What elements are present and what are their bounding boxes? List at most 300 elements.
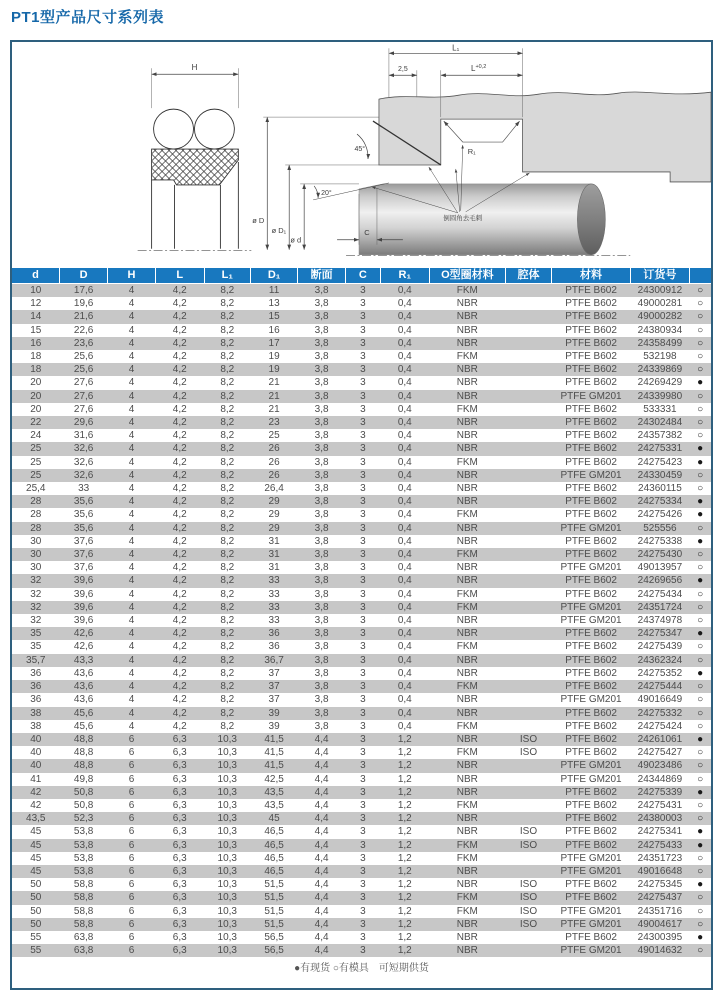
table-cell [505,416,551,429]
table-cell: 12 [30,298,42,310]
table-cell: 36 [30,667,42,679]
table-cell: PTFE B602 [565,641,617,653]
table-cell: 6,3 [172,799,187,811]
table-cell: 4 [128,641,135,653]
table-cell: 24261061 [637,733,683,745]
table-cell: 6,3 [172,747,187,759]
table-cell: ISO [519,892,538,904]
table-cell: 3,8 [314,707,329,719]
table-cell: 43,3 [73,654,94,666]
table-cell: 53,8 [73,865,94,877]
table-row [12,588,711,601]
table-cell: 63,8 [73,931,94,943]
table-cell: 8,2 [220,641,235,653]
seal-cross-section [138,63,379,250]
table-row [12,495,711,508]
table-cell: 4 [128,403,135,415]
table-cell: 3 [360,813,366,825]
table-cell: 45 [268,813,280,825]
column-header: L [155,268,204,284]
table-cell: 45 [30,826,42,838]
seal-installation-diagram [12,42,715,268]
table-cell: 4,4 [314,773,329,785]
table-row [12,746,711,759]
table-cell: 3,8 [314,403,329,415]
table-cell: 22,6 [73,324,94,336]
table-cell: 43,6 [73,681,94,693]
page-title: PT1型产品尺寸系列表 [11,9,165,26]
table-cell: NBR [456,496,478,508]
table-cell: 25,6 [73,351,94,363]
table-cell: 52,3 [73,813,94,825]
table-cell: PTFE B602 [565,298,617,310]
table-cell: 4 [128,575,135,587]
table-cell: 49004617 [637,918,683,930]
table-cell: 1,2 [397,931,412,943]
table-cell [505,442,551,455]
table-cell: PTFE GM201 [560,615,622,627]
table-cell [505,944,551,957]
table-cell: 1,2 [397,865,412,877]
table-cell: 24330459 [637,469,683,481]
table-row [12,865,711,878]
table-cell: 8,2 [220,403,235,415]
table-cell: 3 [360,628,366,640]
table-cell: 3 [360,733,366,745]
table-cell: 0,4 [397,496,412,508]
table-row [12,799,711,812]
table-cell: 37 [268,667,280,679]
table-cell: 4,4 [314,826,329,838]
table-cell: 51,5 [264,892,284,904]
table-cell: 3,8 [314,628,329,640]
table-cell: 24275334 [637,496,683,508]
table-cell: 6 [128,733,135,745]
table-cell: 6 [128,813,135,825]
column-header: D [60,268,108,284]
angle-45-label: 45° [354,146,365,154]
table-cell: 8,2 [220,496,235,508]
table-cell: 8,2 [220,615,235,627]
table-cell: 8,2 [220,588,235,600]
table-cell: 8,2 [220,377,235,389]
availability-cell: ○ [697,285,704,296]
table-cell: 4 [128,615,135,627]
table-cell: 4,2 [172,483,187,495]
table-cell: 532198 [643,351,677,363]
availability-cell: ○ [697,588,704,600]
table-cell: 36 [30,694,42,706]
availability-cell: ○ [697,601,704,613]
table-cell: 4,2 [172,390,187,402]
table-cell: 6,3 [172,918,187,930]
availability-cell: ○ [697,351,704,363]
column-header: 腔体 [505,268,551,284]
table-header-row [12,268,711,284]
table-cell: 39 [268,707,280,719]
table-cell: 4 [128,667,135,679]
table-cell: 0,4 [397,443,412,455]
table-cell: 4,2 [172,496,187,508]
table-cell: 6 [128,931,135,943]
table-cell: 24351724 [637,601,683,613]
table-cell: 43,5 [26,813,46,825]
table-cell: PTFE GM201 [560,773,622,785]
table-cell: 0,4 [397,522,412,534]
content-frame [10,40,713,990]
table-cell: 4,2 [172,615,187,627]
table-cell: 4 [128,707,135,719]
table-cell: PTFE B602 [565,839,617,851]
table-cell [505,720,551,733]
table-cell: PTFE B602 [565,324,617,336]
table-cell: 25,4 [26,483,46,495]
table-cell: 0,4 [397,456,412,468]
table-cell: 8,2 [220,681,235,693]
dimension-table [12,268,711,957]
table-cell: 10,3 [217,865,237,877]
table-cell: 3,8 [314,601,329,613]
table-cell: 35,6 [73,496,94,508]
o-ring-right [194,109,234,149]
table-cell: PTFE GM201 [560,562,622,574]
table-cell: PTFE GM201 [560,852,622,864]
table-cell: NBR [456,535,478,547]
table-cell [505,786,551,799]
table-cell: FKM [456,905,478,917]
table-cell: 1,2 [397,839,412,851]
table-cell: 4 [128,364,135,376]
table-row [12,416,711,429]
table-cell: 8,2 [220,324,235,336]
table-cell: 30 [30,535,42,547]
availability-cell: ● [697,628,704,640]
o-ring-left [154,109,194,149]
table-cell [505,680,551,693]
table-row [12,469,711,482]
table-cell: 58,8 [73,918,94,930]
table-cell: 4 [128,311,135,323]
table-cell: 3,8 [314,588,329,600]
table-cell: 24380934 [637,324,683,336]
table-cell: PTFE GM201 [560,760,622,772]
table-cell: PTFE B602 [565,377,617,389]
table-cell: 41 [30,773,42,785]
table-cell: 3 [360,364,366,376]
table-cell: 4,2 [172,298,187,310]
availability-cell: ○ [697,390,704,402]
table-cell: 10,3 [217,826,237,838]
table-cell: 40 [30,733,42,745]
table-row [12,297,711,310]
table-cell: 3 [360,285,366,296]
table-cell [505,482,551,495]
table-cell: 3,8 [314,654,329,666]
table-cell: 38 [30,720,42,732]
table-cell: 15 [268,311,280,323]
availability-cell: ○ [697,813,704,825]
table-cell: 10,3 [217,760,237,772]
table-cell: 36 [30,681,42,693]
table-cell: 3 [360,549,366,561]
table-cell: 24275426 [637,509,683,521]
availability-cell: ● [697,826,704,838]
table-row [12,363,711,376]
table-cell: NBR [456,865,478,877]
table-cell: 8,2 [220,549,235,561]
table-cell: NBR [456,562,478,574]
table-cell: 49016649 [637,694,683,706]
table-cell: 49016648 [637,865,683,877]
table-cell: 6 [128,945,135,957]
table-row [12,310,711,323]
table-row [12,640,711,653]
table-cell: 3,8 [314,496,329,508]
table-cell: 4,2 [172,337,187,349]
table-cell: 50 [30,892,42,904]
table-cell: 24275433 [637,839,683,851]
table-cell: PTFE GM201 [560,601,622,613]
table-cell: PTFE B602 [565,403,617,415]
table-cell: 6 [128,905,135,917]
availability-cell: ○ [697,641,704,653]
table-cell: 3 [360,931,366,943]
table-cell: 1,2 [397,918,412,930]
table-cell: 3 [360,601,366,613]
table-cell: PTFE B602 [565,786,617,798]
table-cell: 0,4 [397,430,412,442]
table-cell: 6 [128,892,135,904]
dim-25-label: 2,5 [398,66,408,74]
table-cell: 3 [360,654,366,666]
table-cell: 8,2 [220,285,235,296]
availability-cell: ○ [697,562,704,574]
table-cell: 37 [268,694,280,706]
table-cell [505,667,551,680]
table-row [12,456,711,469]
table-cell: 25 [268,430,280,442]
table-cell: 38 [30,707,42,719]
table-cell: PTFE B602 [565,535,617,547]
table-cell: 0,4 [397,694,412,706]
table-cell: 39,6 [73,575,94,587]
table-cell [505,456,551,469]
table-cell: FKM [456,799,478,811]
table-row [12,905,711,918]
table-cell: 533331 [643,403,677,415]
table-cell: 4 [128,720,135,732]
table-cell: 19 [268,351,280,363]
table-cell: 6,3 [172,879,187,891]
table-cell: PTFE B602 [565,799,617,811]
availability-cell: ○ [697,707,704,719]
table-cell: 24275427 [637,747,683,759]
table-cell [505,310,551,323]
availability-cell: ○ [697,364,704,376]
table-cell: 3 [360,773,366,785]
table-cell: 4,4 [314,865,329,877]
table-cell: 10 [30,285,42,296]
table-cell: 3,8 [314,641,329,653]
table-cell: 24339980 [637,390,683,402]
table-cell: 50 [30,879,42,891]
table-cell: 0,4 [397,483,412,495]
table-cell: 3 [360,562,366,574]
table-cell [505,535,551,548]
table-cell: PTFE B602 [565,549,617,561]
table-cell: 0,4 [397,707,412,719]
table-cell: 3 [360,298,366,310]
availability-cell: ● [697,733,704,745]
table-cell [505,522,551,535]
table-cell: 16 [268,324,280,336]
table-cell: 525556 [643,522,677,534]
table-cell: ISO [519,747,538,759]
availability-cell: ● [697,443,704,455]
table-cell: 13 [268,298,280,310]
table-cell: 6,3 [172,839,187,851]
table-cell: 24300395 [637,931,683,943]
table-cell: PTFE GM201 [560,865,622,877]
table-cell: PTFE B602 [565,879,617,891]
table-cell: 50,8 [73,799,94,811]
table-cell: NBR [456,298,478,310]
table-cell [505,865,551,878]
table-cell: 27,6 [73,390,94,402]
table-cell: NBR [456,377,478,389]
table-cell: 20 [30,390,42,402]
column-header: H [108,268,156,284]
table-cell: 0,4 [397,377,412,389]
table-cell: FKM [456,892,478,904]
table-cell: 49014632 [637,945,683,957]
table-body [12,284,711,958]
availability-cell: ○ [697,311,704,323]
table-cell: 43,5 [264,786,284,798]
table-cell: 24275339 [637,786,683,798]
table-cell: 4,4 [314,945,329,957]
table-cell: FKM [456,351,478,363]
availability-cell: ○ [697,918,704,930]
table-cell: 63,8 [73,945,94,957]
table-cell: 24275431 [637,799,683,811]
table-row [12,839,711,852]
table-cell: 24300912 [637,285,683,296]
table-cell: 31 [268,535,280,547]
availability-cell: ○ [697,469,704,481]
table-cell: 4,4 [314,839,329,851]
table-cell: 21 [268,377,280,389]
table-cell: NBR [456,786,478,798]
table-cell: 6 [128,826,135,838]
column-header: C [345,268,380,284]
availability-cell: ○ [697,865,704,877]
table-cell: 10,3 [217,747,237,759]
table-cell: 3 [360,747,366,759]
table-cell: 3 [360,826,366,838]
table-cell: 4 [128,298,135,310]
table-cell: 6,3 [172,826,187,838]
table-cell: 8,2 [220,430,235,442]
table-cell: 31 [268,562,280,574]
table-cell: 35,7 [26,654,46,666]
table-cell: 4,2 [172,681,187,693]
table-cell: 1,2 [397,760,412,772]
table-cell: 1,2 [397,773,412,785]
table-cell: PTFE B602 [565,575,617,587]
dim-diad-label: ø d [290,235,302,245]
table-cell: 45,6 [73,720,94,732]
availability-cell: ○ [697,747,704,759]
table-cell: 10,3 [217,813,237,825]
table-cell: 8,2 [220,535,235,547]
table-cell: 3,8 [314,522,329,534]
table-cell: 3 [360,443,366,455]
table-cell: 3 [360,641,366,653]
table-cell: NBR [456,469,478,481]
column-header: 断面 [298,268,346,284]
table-cell [505,337,551,350]
table-cell: 3 [360,403,366,415]
table-cell [505,284,551,298]
table-cell: 24351716 [637,905,683,917]
table-cell: 3,8 [314,562,329,574]
table-cell: 24351723 [637,852,683,864]
table-cell: 8,2 [220,390,235,402]
table-cell: 50,8 [73,786,94,798]
availability-cell: ○ [697,522,704,534]
availability-cell: ● [697,879,704,891]
table-cell: 24275439 [637,641,683,653]
table-cell: PTFE B602 [565,892,617,904]
table-row [12,878,711,891]
table-cell: 30 [30,549,42,561]
table-cell: 15 [30,324,42,336]
dim-H-label: H [191,63,198,73]
table-cell: 20 [30,403,42,415]
table-cell: 49000281 [637,298,683,310]
table-cell: 3 [360,324,366,336]
table-cell: 42 [30,799,42,811]
table-cell: 53,8 [73,852,94,864]
table-cell: 49013957 [637,562,683,574]
dim-C-label: C [364,227,370,237]
table-cell: 4,4 [314,799,329,811]
table-cell: 49000282 [637,311,683,323]
table-cell: 45 [30,865,42,877]
table-cell: 4,2 [172,311,187,323]
groove-radius-label: R₁ [467,147,476,157]
column-header: 订货号 [631,268,690,284]
table-cell: 1,2 [397,799,412,811]
table-cell: 0,4 [397,667,412,679]
availability-cell: ○ [697,483,704,495]
table-cell: 1,2 [397,747,412,759]
column-header: L₁ [204,268,250,284]
table-cell: PTFE GM201 [560,945,622,957]
table-cell: 24275347 [637,628,683,640]
table-cell: 58,8 [73,905,94,917]
table-cell: PTFE GM201 [560,522,622,534]
table-cell: 4,4 [314,905,329,917]
table-row [12,482,711,495]
table-cell [505,627,551,640]
dim-diaD-label: ø D [252,215,265,225]
table-cell [505,376,551,389]
column-header: d [12,268,60,284]
table-cell: 3 [360,879,366,891]
table-cell: 25,6 [73,364,94,376]
